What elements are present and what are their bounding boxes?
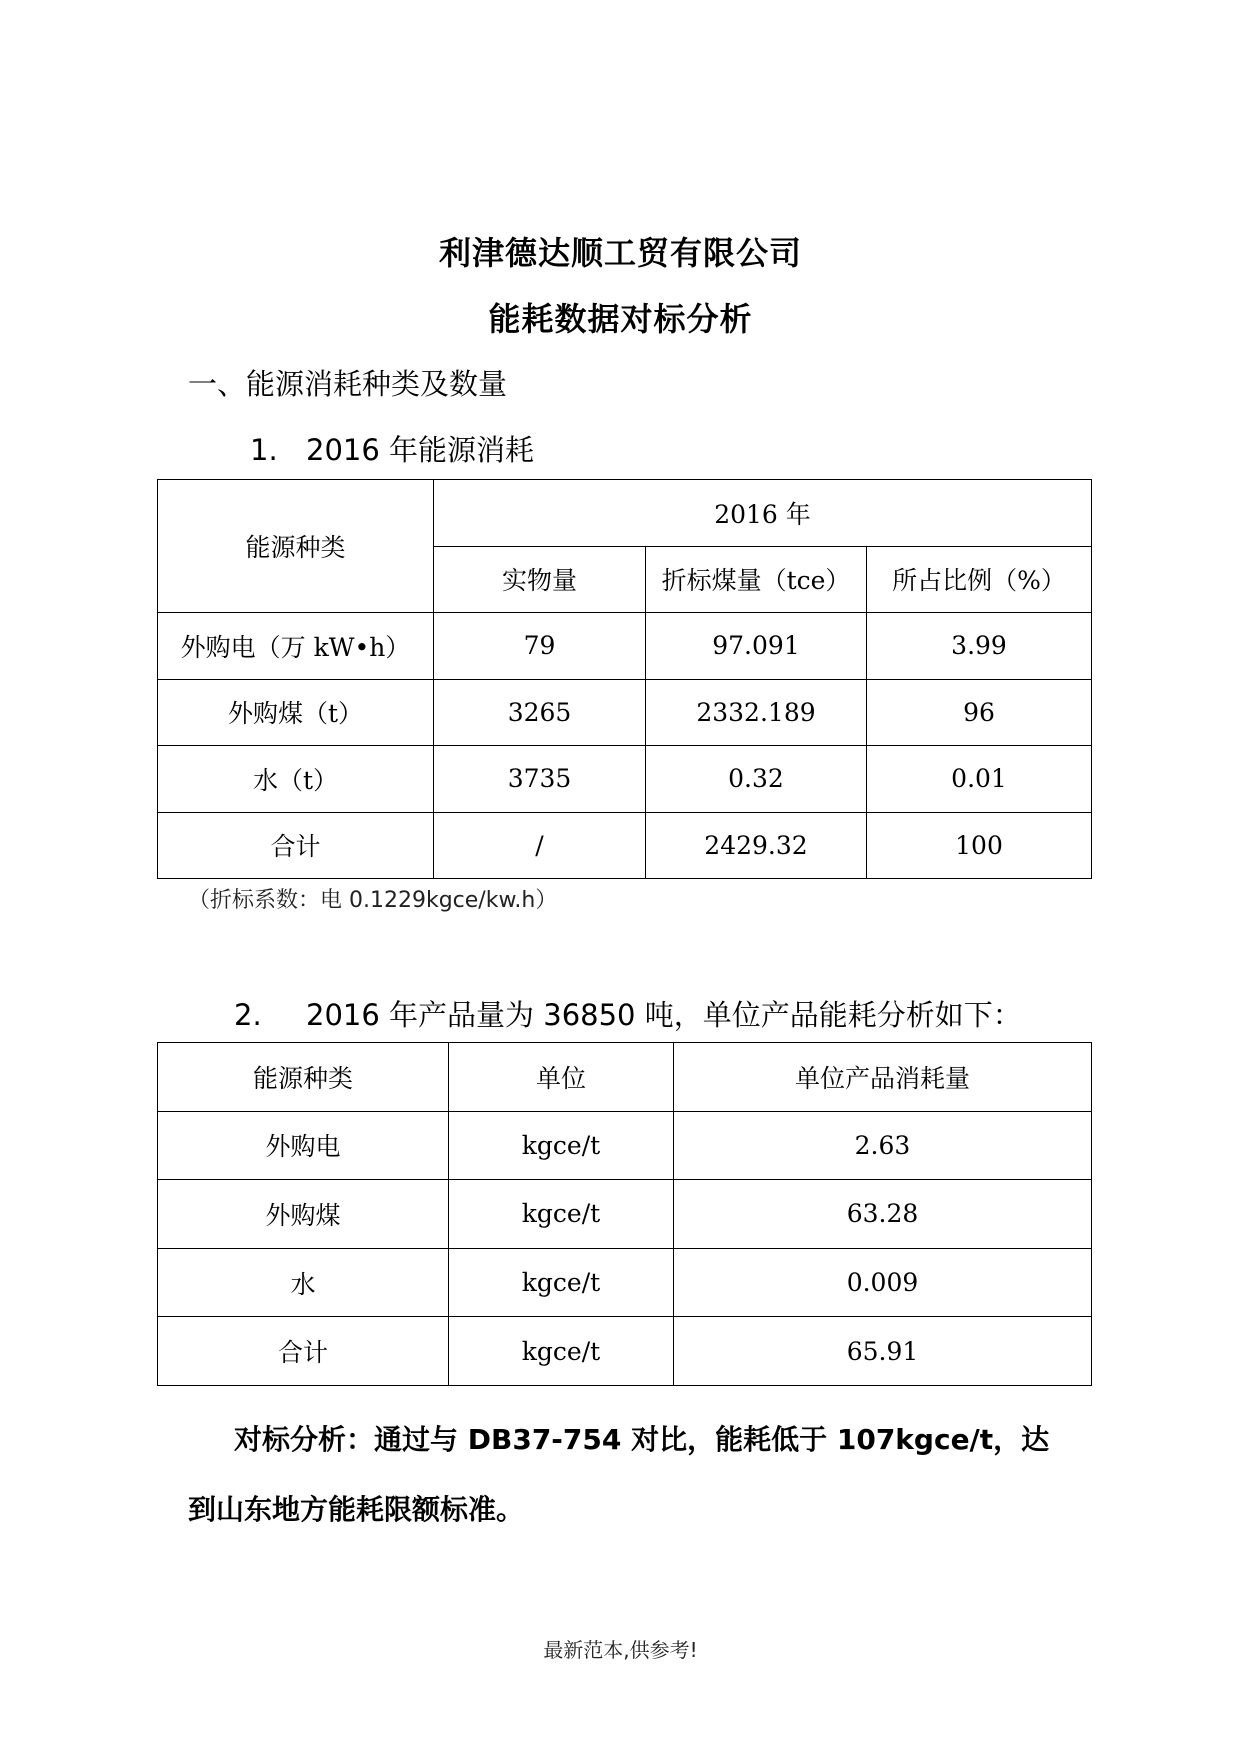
cell-type: 合计	[158, 812, 434, 879]
cell-physical: /	[434, 812, 646, 879]
cell-proportion: 100	[867, 812, 1092, 879]
table-row	[158, 746, 1092, 813]
company-title: 利津德达顺工贸有限公司	[438, 234, 802, 272]
cell-physical: 3265	[434, 679, 646, 746]
footer-note: 最新范本,供参考!	[543, 1638, 698, 1662]
energy-consumption-table	[157, 479, 1092, 879]
header-cell-year: 2016 年	[434, 480, 1092, 547]
cell-type: 水（t）	[158, 746, 434, 813]
report-title: 能耗数据对标分析	[488, 300, 753, 338]
cell-type: 外购煤（t）	[158, 679, 434, 746]
subsection-number: 2.	[234, 998, 262, 1032]
cell-unit: kgce/t	[449, 1248, 674, 1317]
header-cell-consumption: 单位产品消耗量	[674, 1043, 1092, 1112]
table-row	[158, 679, 1092, 746]
cell-type: 外购煤	[158, 1180, 449, 1249]
cell-consumption: 0.009	[674, 1248, 1092, 1317]
subsection-heading-2	[234, 993, 1022, 1034]
analysis-line-2: 到山东地方能耗限额标准。	[188, 1493, 525, 1526]
cell-physical: 3735	[434, 746, 646, 813]
cell-consumption: 2.63	[674, 1111, 1092, 1180]
cell-standard-coal: 0.32	[646, 746, 867, 813]
table-row	[158, 1248, 1092, 1317]
table-row-total	[158, 812, 1092, 879]
subsection-heading-1	[250, 428, 534, 469]
header-cell-standard-coal: 折标煤量（tce）	[646, 546, 867, 613]
table-header-row	[158, 480, 1092, 547]
table-row	[158, 1180, 1092, 1249]
cell-unit: kgce/t	[449, 1111, 674, 1180]
cell-type: 水	[158, 1248, 449, 1317]
cell-proportion: 96	[867, 679, 1092, 746]
table-row	[158, 1111, 1092, 1180]
cell-physical: 79	[434, 613, 646, 680]
cell-standard-coal: 2429.32	[646, 812, 867, 879]
cell-type: 合计	[158, 1317, 449, 1386]
unit-consumption-table	[157, 1042, 1092, 1386]
subsection-number: 1.	[250, 433, 278, 467]
conversion-note: （折标系数：电 0.1229kgce/kw.h）	[188, 888, 558, 913]
cell-proportion: 3.99	[867, 613, 1092, 680]
cell-standard-coal: 2332.189	[646, 679, 867, 746]
cell-type: 外购电	[158, 1111, 449, 1180]
table-header-row	[158, 1043, 1092, 1112]
header-cell-physical: 实物量	[434, 546, 646, 613]
table-row	[158, 613, 1092, 680]
table-row-total	[158, 1317, 1092, 1386]
cell-consumption: 65.91	[674, 1317, 1092, 1386]
section-heading: 一、能源消耗种类及数量	[188, 367, 508, 401]
benchmark-analysis	[188, 1405, 1068, 1545]
cell-consumption: 63.28	[674, 1180, 1092, 1249]
cell-unit: kgce/t	[449, 1317, 674, 1386]
cell-standard-coal: 97.091	[646, 613, 867, 680]
analysis-line-1: 对标分析：通过与 DB37-754 对比，能耗低于 107kgce/t，达	[234, 1423, 1050, 1456]
cell-unit: kgce/t	[449, 1180, 674, 1249]
header-cell-type: 能源种类	[158, 480, 434, 613]
subsection-title: 2016 年能源消耗	[306, 433, 535, 467]
header-cell-proportion: 所占比例（%）	[867, 546, 1092, 613]
header-cell-unit: 单位	[449, 1043, 674, 1112]
subsection-title: 2016 年产品量为 36850 吨，单位产品能耗分析如下：	[306, 998, 1022, 1032]
cell-proportion: 0.01	[867, 746, 1092, 813]
header-cell-type: 能源种类	[158, 1043, 449, 1112]
cell-type: 外购电（万 kW•h）	[158, 613, 434, 680]
